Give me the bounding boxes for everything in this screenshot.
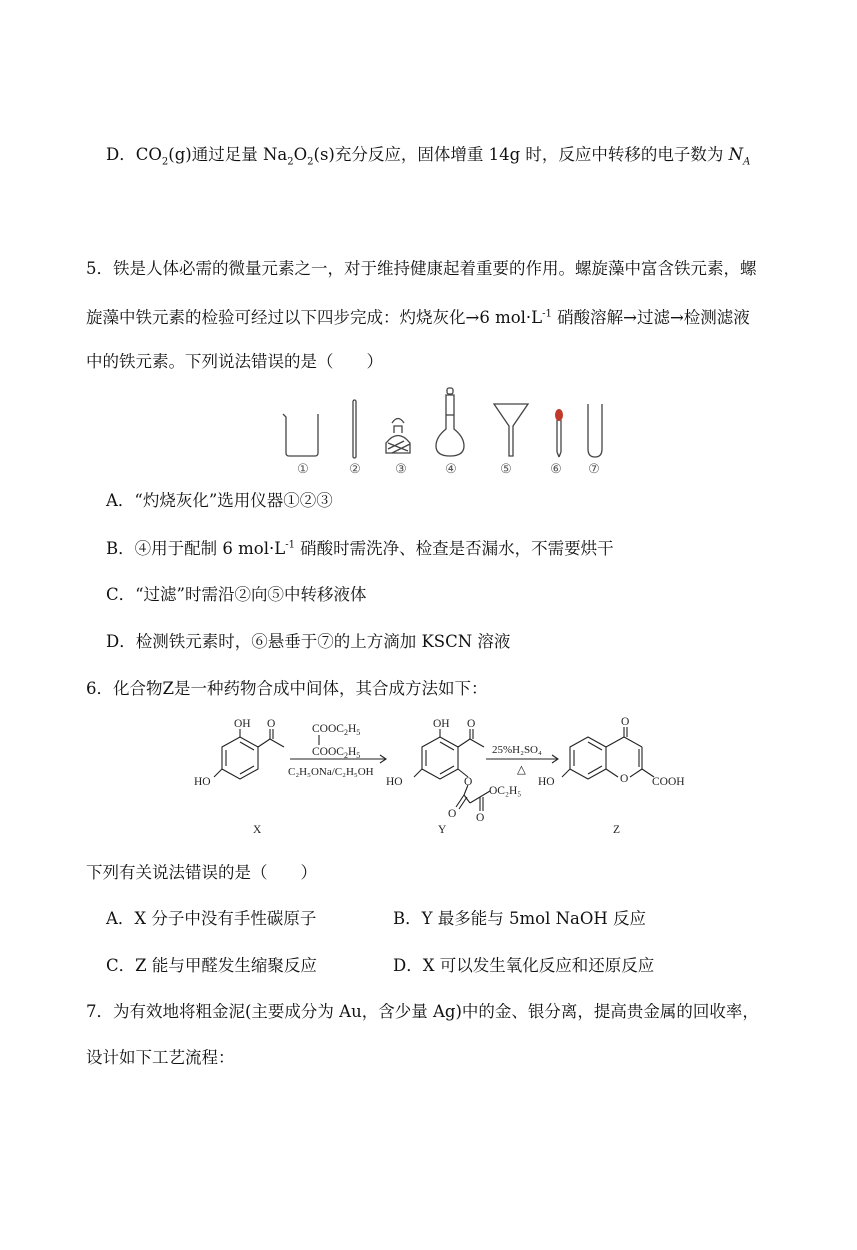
svg-text:OH: OH (433, 718, 450, 730)
beaker-icon (283, 414, 318, 456)
svg-text:O: O (620, 773, 629, 785)
q6-stem: 6．化合物Z是一种药物合成中间体，其合成方法如下： (86, 679, 488, 698)
volumetric-flask-icon (436, 388, 464, 456)
q7-stem-line1: 7．为有效地将粗金泥(主要成分为 Au，含少量 Ag)中的金、银分离，提高贵金属的回收率， (86, 1002, 759, 1021)
svg-text:O: O (267, 718, 276, 730)
compound-x-label: X (253, 824, 262, 836)
svg-text:O: O (464, 776, 473, 788)
svg-text:OC₂H₅: OC₂H₅ (489, 785, 522, 797)
q6-option-a: A．X 分子中没有手性碳原子 (106, 909, 317, 928)
q7-stem-line2: 设计如下工艺流程： (86, 1048, 235, 1067)
apparatus-label-1: ① (297, 461, 309, 476)
q6-option-b: B．Y 最多能与 5mol NaOH 反应 (393, 909, 647, 928)
q6-question: 下列有关说法错误的是（ ） (86, 863, 317, 882)
q5-stem-line1: 5．铁是人体必需的微量元素之一，对于维持健康起着重要的作用。螺旋藻中富含铁元素，螺 (86, 259, 757, 278)
svg-text:O: O (467, 718, 476, 730)
svg-text:O: O (448, 808, 457, 820)
apparatus-label-5: ⑤ (500, 461, 512, 476)
svg-text:COOC2H5: $COOC_2H_5$ (312, 746, 361, 760)
q5-option-c: C．“过滤”时需沿②向⑤中转移液体 (106, 585, 367, 604)
apparatus-label-3: ③ (395, 461, 407, 476)
q5-option-a: A．“灼烧灰化”选用仪器①②③ (106, 491, 333, 510)
apparatus-label-6: ⑥ (550, 461, 562, 476)
svg-text:△: △ (517, 764, 526, 776)
svg-text:25%H₂SO₄: 25%H₂SO₄ (492, 744, 542, 756)
q5-option-b: B．④用于配制 6 $mol\cdot L^{-1}$ 硝酸时需洗净、检查是否漏水，不需要烘干 (106, 539, 614, 558)
apparatus-label-4: ④ (445, 461, 457, 476)
q5-option-d: D．检测铁元素时，⑥悬垂于⑦的上方滴加 KSCN 溶液 (106, 632, 511, 651)
reaction-scheme (190, 715, 700, 840)
apparatus-label-2: ② (349, 461, 361, 476)
compound-z-label: Z (613, 824, 621, 836)
q4-option-d: D．$CO_2(g)$通过足量 $Na_2O_2(s)$充分反应，固体增重 14g 时，反应中转移的电子数为 $N_A$ (106, 145, 751, 168)
q5-stem-line2: 旋藻中铁元素的检验可经过以下四步完成：灼烧灰化→6 $mol\cdot L^{-1}$ 硝酸溶解→过滤→检测滤液 (86, 308, 750, 327)
q6-option-c: C．Z 能与甲醛发生缩聚反应 (106, 956, 317, 975)
svg-text:OH: OH (234, 718, 251, 730)
svg-text:COOC2H5: $COOC_2H_5$ (312, 723, 361, 737)
test-tube-icon (588, 404, 602, 457)
svg-text:HO: HO (194, 776, 211, 788)
svg-text:HO: HO (538, 776, 555, 788)
apparatus-figure (270, 383, 620, 478)
dropper-icon (557, 420, 561, 457)
svg-text:O: O (476, 812, 485, 824)
svg-text:O: O (621, 716, 630, 728)
svg-text:HO: HO (386, 776, 403, 788)
alcohol-lamp-icon (386, 419, 410, 454)
compound-y-label: Y (438, 824, 447, 836)
svg-text:COOH: COOH (652, 776, 685, 788)
svg-text:C₂H₅ONa/C₂H₅OH: C₂H₅ONa/C₂H₅OH (288, 766, 374, 778)
apparatus-label-7: ⑦ (588, 461, 600, 476)
glass-rod-icon (353, 400, 356, 458)
q5-stem-line3: 中的铁元素。下列说法错误的是（ ） (86, 352, 383, 371)
funnel-icon (494, 404, 528, 456)
q6-option-d: D．X 可以发生氧化反应和还原反应 (393, 956, 655, 975)
